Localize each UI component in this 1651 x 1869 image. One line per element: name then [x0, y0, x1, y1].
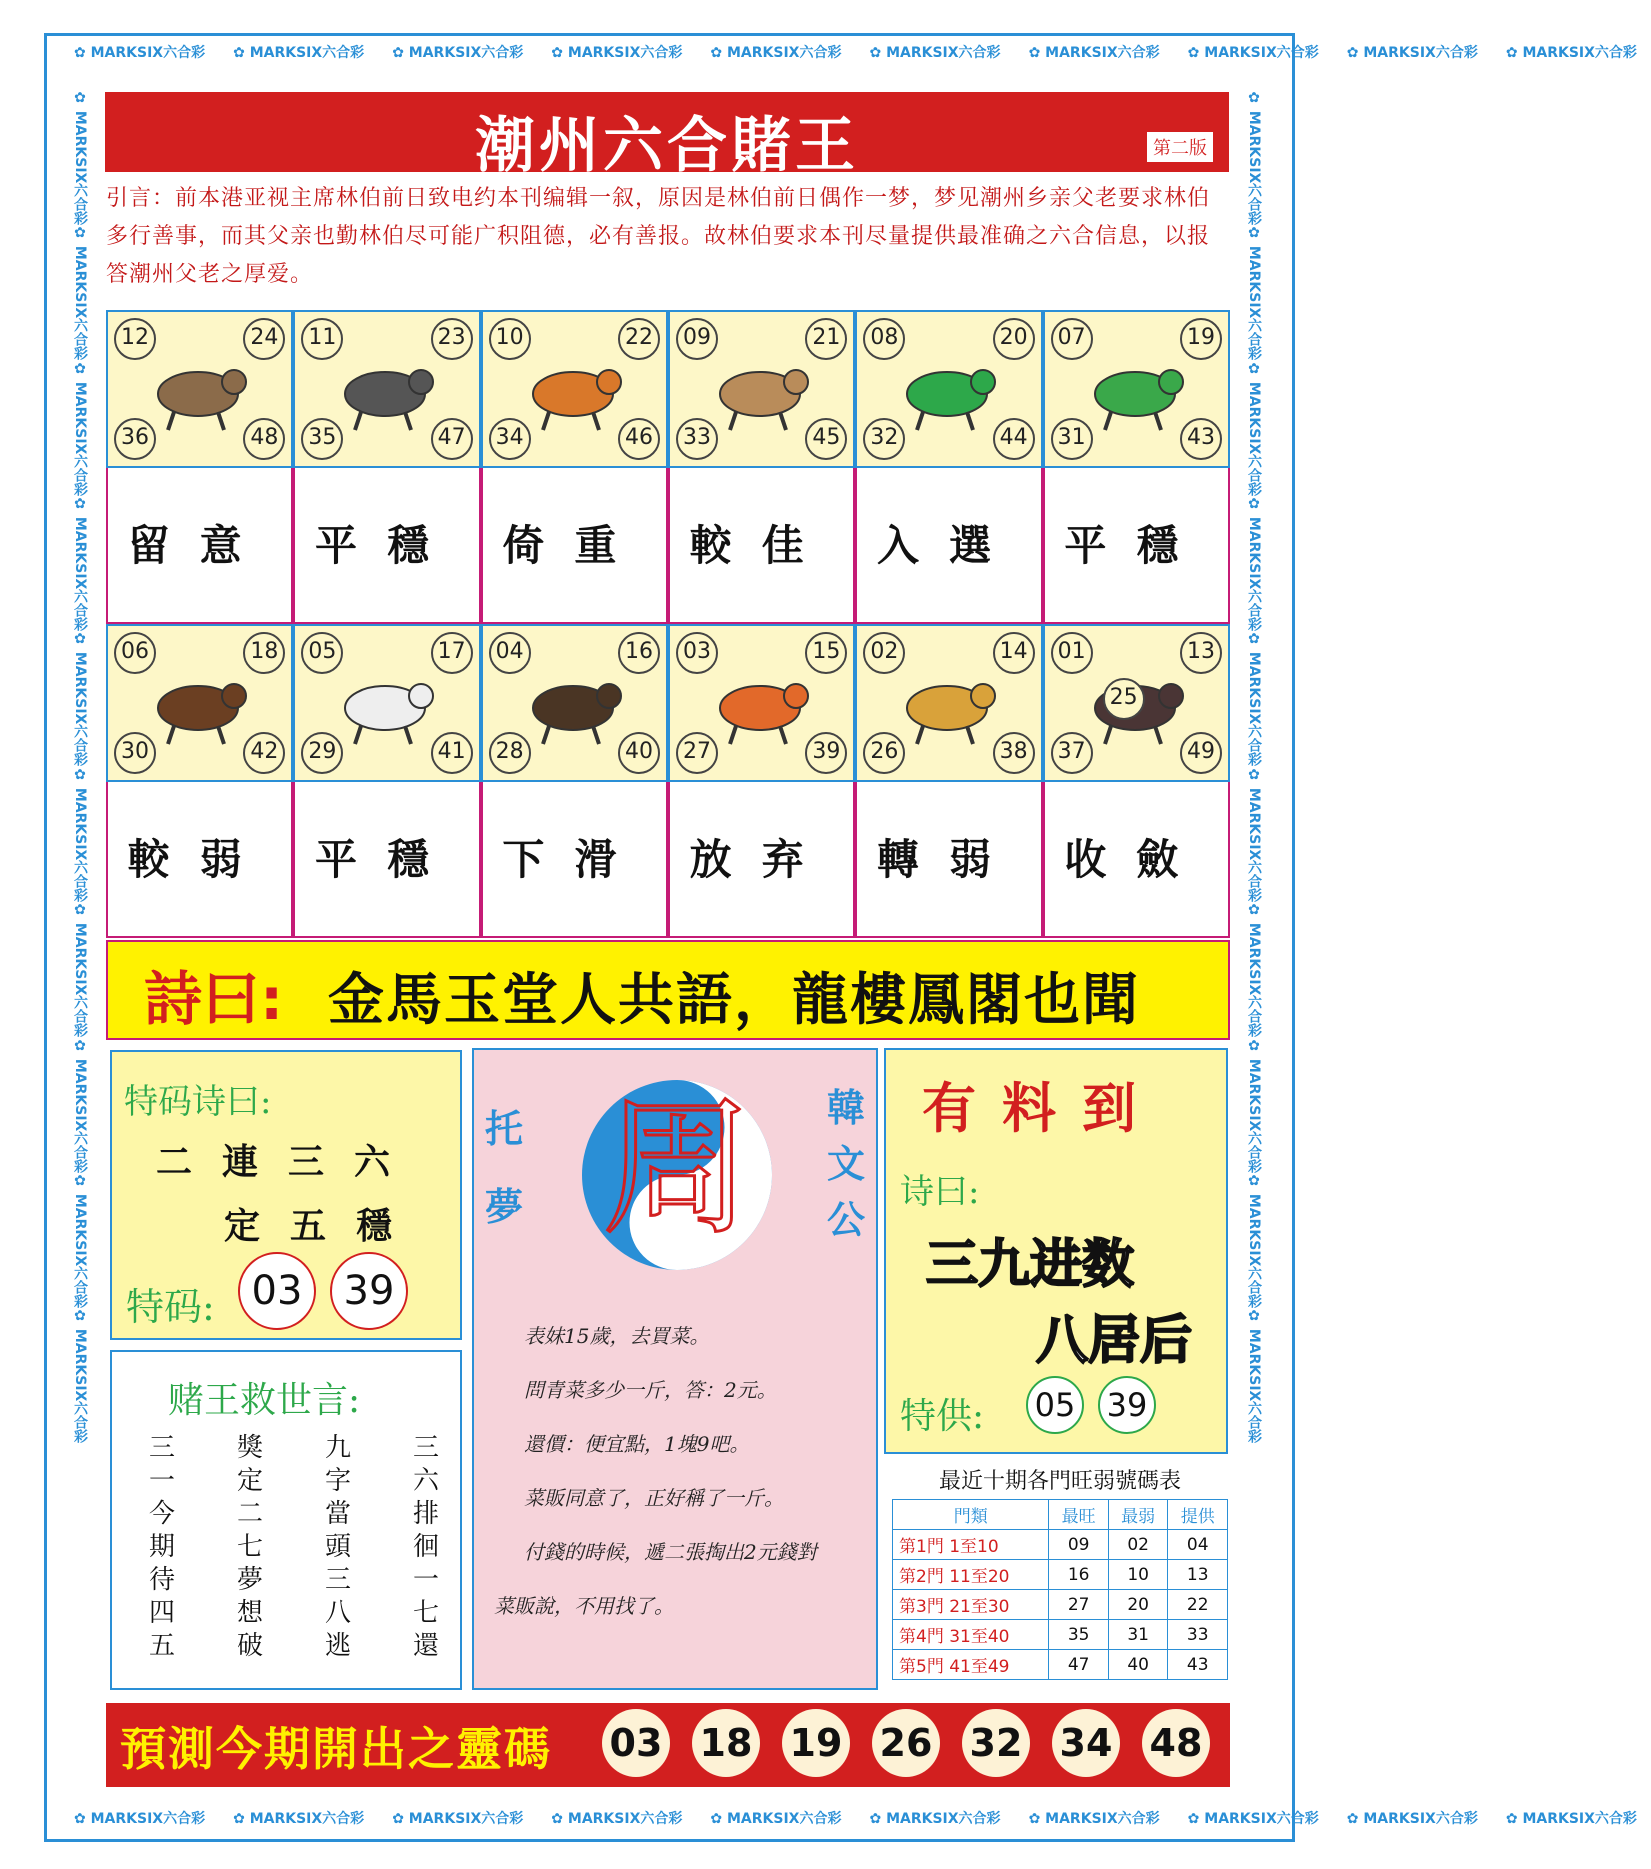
poem-text: 金馬玉堂人共語，龍樓鳳閣也聞 — [328, 968, 1140, 1033]
savior-char: 排 — [412, 1499, 439, 1529]
watermark-text: ✿ MARKSIX六合彩 — [72, 90, 88, 226]
zodiac-comment: 轉弱 — [855, 782, 1042, 938]
zodiac-comment: 平穩 — [293, 468, 480, 624]
material-code-ball: 05 — [1026, 1376, 1084, 1434]
watermark-text: ✿ MARKSIX六合彩 — [551, 45, 683, 61]
watermark-bottom — [60, 1806, 1637, 1832]
special-code-ball: 39 — [330, 1252, 408, 1330]
watermark-text: ✿ MARKSIX六合彩 — [869, 1811, 1001, 1827]
zodiac-number: 48 — [243, 418, 285, 460]
watermark-text: ✿ MARKSIX六合彩 — [72, 1172, 88, 1309]
zodiac-cell — [481, 624, 668, 782]
watermark-text: ✿ MARKSIX六合彩 — [1346, 45, 1478, 61]
zodiac-cell — [1043, 624, 1230, 782]
table-cell: 43 — [1168, 1650, 1228, 1680]
zodiac-row-1 — [106, 310, 1230, 468]
zodiac-number: 45 — [805, 418, 847, 460]
table-cell: 35 — [1049, 1620, 1109, 1650]
savior-char: 夢 — [236, 1565, 263, 1595]
watermark-text: ✿ MARKSIX六合彩 — [1246, 766, 1262, 903]
zodiac-number: 10 — [489, 318, 531, 360]
savior-char: 定 — [236, 1466, 263, 1496]
poem-label: 詩曰: — [144, 965, 284, 1033]
table-cell: 31 — [1108, 1620, 1168, 1650]
dream-box — [472, 1048, 878, 1690]
savior-char: 一 — [412, 1565, 439, 1595]
special-code-balls — [238, 1252, 422, 1330]
zodiac-number: 08 — [863, 318, 905, 360]
watermark-text: ✿ MARKSIX六合彩 — [710, 1811, 842, 1827]
svg-text:周: 周 — [601, 1082, 753, 1256]
zodiac-number: 20 — [993, 318, 1035, 360]
watermark-text: ✿ MARKSIX六合彩 — [1246, 496, 1262, 632]
savior-char: 想 — [236, 1598, 263, 1628]
table-cell: 第3門 21至30 — [893, 1590, 1049, 1620]
savior-char: 七 — [412, 1598, 439, 1628]
savior-box — [110, 1350, 462, 1690]
snake-icon — [1075, 342, 1195, 438]
recent-table-box — [892, 1464, 1228, 1690]
zodiac-cell — [1043, 310, 1230, 468]
zodiac-number: 30 — [114, 732, 156, 774]
edition-label: 第二版 — [1147, 132, 1213, 162]
savior-char: 五 — [148, 1631, 175, 1661]
watermark-text: ✿ MARKSIX六合彩 — [72, 1037, 88, 1173]
table-row — [893, 1650, 1228, 1680]
recent-table-title: 最近十期各門旺弱號碼表 — [938, 1469, 1181, 1494]
zodiac-number: 44 — [993, 418, 1035, 460]
table-row — [893, 1590, 1228, 1620]
table-cell: 13 — [1168, 1560, 1228, 1590]
zodiac-number: 34 — [489, 418, 531, 460]
savior-char: 四 — [148, 1598, 175, 1628]
savior-title: 赌王救世言: — [168, 1380, 361, 1421]
zodiac-cell — [855, 624, 1042, 782]
watermark-text: ✿ MARKSIX六合彩 — [392, 1811, 524, 1827]
zodiac-number: 43 — [1180, 418, 1222, 460]
goat-icon — [325, 656, 445, 752]
watermark-text: ✿ MARKSIX六合彩 — [1187, 45, 1319, 61]
savior-char: 破 — [236, 1631, 263, 1661]
zodiac-number: 18 — [243, 632, 285, 674]
table-cell: 第1門 1至10 — [893, 1530, 1049, 1560]
zodiac-comment: 平穩 — [293, 782, 480, 938]
zodiac-number: 13 — [1180, 632, 1222, 674]
material-poem-label: 诗曰: — [900, 1172, 980, 1212]
zodiac-comment: 倚重 — [481, 468, 668, 624]
watermark-text: ✿ MARKSIX六合彩 — [1505, 45, 1637, 61]
special-code-ball: 03 — [238, 1252, 316, 1330]
material-box — [884, 1048, 1228, 1454]
zodiac-cell — [481, 310, 668, 468]
dream-line: 付錢的時候，遞二張掏出2元錢對 — [524, 1540, 817, 1564]
recent-table — [892, 1499, 1228, 1680]
zodiac-number: 39 — [805, 732, 847, 774]
tiger-icon — [513, 342, 633, 438]
zodiac-number: 05 — [301, 632, 343, 674]
zodiac-number: 40 — [618, 732, 660, 774]
table-cell: 10 — [1108, 1560, 1168, 1590]
savior-char: 獎 — [236, 1433, 263, 1463]
table-header: 最弱 — [1108, 1500, 1168, 1530]
special-poem-line1: 二連三六 — [156, 1142, 421, 1183]
zodiac-number: 46 — [618, 418, 660, 460]
zodiac-cell — [293, 624, 480, 782]
table-cell: 40 — [1108, 1650, 1168, 1680]
zodiac-number: 26 — [863, 732, 905, 774]
zodiac-number: 22 — [618, 318, 660, 360]
table-cell: 04 — [1168, 1530, 1228, 1560]
rat-icon — [138, 342, 258, 438]
dream-line: 菜販同意了，正好稱了一斤。 — [524, 1486, 784, 1510]
savior-char: 待 — [148, 1565, 175, 1595]
zodiac-number: 23 — [431, 318, 473, 360]
predict-ball: 32 — [962, 1709, 1030, 1777]
savior-char: 字 — [324, 1466, 351, 1496]
special-poem-line2: 定五穩 — [224, 1206, 423, 1247]
rooster-icon — [700, 656, 820, 752]
zodiac-comment: 平穩 — [1043, 468, 1230, 624]
zodiac-number: 16 — [618, 632, 660, 674]
comment-row-2 — [106, 782, 1230, 938]
savior-char: 三 — [412, 1433, 439, 1463]
intro-text: 引言：前本港亚视主席林伯前日致电约本刊编辑一叙，原因是林伯前日偶作一梦，梦见潮州乡亲父老要求林伯多行善事，而其父亲也勤林伯尽可能广积阻德，必有善报。故林伯要求本刊尽量提供最准确之六合信息，以报答潮州父老之厚爱。 — [106, 186, 1211, 287]
rabbit-icon — [700, 342, 820, 438]
table-cell: 20 — [1108, 1590, 1168, 1620]
watermark-text: ✿ MARKSIX六合彩 — [1246, 631, 1262, 767]
watermark-text: ✿ MARKSIX六合彩 — [74, 1811, 206, 1827]
dream-line: 還價：便宜點，1塊9吧。 — [524, 1432, 750, 1456]
zodiac-comment: 放弃 — [668, 782, 855, 938]
zodiac-comment: 下滑 — [481, 782, 668, 938]
zodiac-number: 31 — [1051, 418, 1093, 460]
table-cell: 47 — [1049, 1650, 1109, 1680]
watermark-text: ✿ MARKSIX六合彩 — [72, 1308, 88, 1444]
zodiac-number: 29 — [301, 732, 343, 774]
watermark-text: ✿ MARKSIX六合彩 — [74, 45, 206, 61]
savior-char: 還 — [412, 1631, 439, 1661]
watermark-text: ✿ MARKSIX六合彩 — [72, 225, 88, 361]
yinyang-icon — [572, 1070, 782, 1280]
savior-char: 一 — [148, 1466, 175, 1496]
savior-char: 三 — [324, 1565, 351, 1595]
table-cell: 02 — [1108, 1530, 1168, 1560]
zodiac-cell — [668, 310, 855, 468]
watermark-text: ✿ MARKSIX六合彩 — [72, 902, 88, 1038]
special-poem-box — [110, 1050, 462, 1340]
savior-char: 七 — [236, 1532, 263, 1562]
zodiac-cell — [106, 624, 293, 782]
horse-icon — [138, 656, 258, 752]
savior-char: 九 — [324, 1433, 351, 1463]
zodiac-number: 28 — [489, 732, 531, 774]
zodiac-number: 24 — [243, 318, 285, 360]
predict-ball: 03 — [602, 1709, 670, 1777]
page-title: 潮州六合賭王 — [475, 111, 859, 181]
watermark-text: ✿ MARKSIX六合彩 — [233, 1811, 365, 1827]
watermark-text: ✿ MARKSIX六合彩 — [1246, 902, 1262, 1038]
zodiac-comment: 入選 — [855, 468, 1042, 624]
watermark-right — [1240, 90, 1268, 1790]
watermark-text: ✿ MARKSIX六合彩 — [1187, 1811, 1319, 1827]
dragon-icon — [887, 342, 1007, 438]
zodiac-number: 03 — [676, 632, 718, 674]
watermark-text: ✿ MARKSIX六合彩 — [1346, 1811, 1478, 1827]
monkey-icon — [513, 656, 633, 752]
watermark-text: ✿ MARKSIX六合彩 — [1028, 1811, 1160, 1827]
zodiac-cell — [293, 310, 480, 468]
predict-ball: 26 — [872, 1709, 940, 1777]
table-header: 最旺 — [1049, 1500, 1109, 1530]
table-cell: 第4門 31至40 — [893, 1620, 1049, 1650]
table-cell: 09 — [1049, 1530, 1109, 1560]
table-cell: 16 — [1049, 1560, 1109, 1590]
material-title: 有料到 — [922, 1077, 1162, 1140]
zodiac-number: 33 — [676, 418, 718, 460]
zodiac-row-2 — [106, 624, 1230, 782]
watermark-text: ✿ MARKSIX六合彩 — [1246, 360, 1262, 497]
watermark-text: ✿ MARKSIX六合彩 — [72, 631, 88, 767]
watermark-text: ✿ MARKSIX六合彩 — [1246, 225, 1262, 361]
table-cell: 33 — [1168, 1620, 1228, 1650]
savior-char: 徊 — [412, 1532, 439, 1562]
zodiac-number: 19 — [1180, 318, 1222, 360]
watermark-text: ✿ MARKSIX六合彩 — [392, 45, 524, 61]
zodiac-number: 42 — [243, 732, 285, 774]
zodiac-number: 37 — [1051, 732, 1093, 774]
zodiac-number: 32 — [863, 418, 905, 460]
savior-char: 逃 — [324, 1631, 351, 1661]
savior-char: 二 — [236, 1499, 263, 1529]
predict-ball: 48 — [1142, 1709, 1210, 1777]
watermark-text: ✿ MARKSIX六合彩 — [1028, 45, 1160, 61]
zodiac-cell — [855, 310, 1042, 468]
material-code-label: 特供: — [900, 1396, 985, 1437]
table-row — [893, 1560, 1228, 1590]
header-banner — [105, 92, 1229, 181]
watermark-text: ✿ MARKSIX六合彩 — [710, 45, 842, 61]
zodiac-comment: 收斂 — [1043, 782, 1230, 938]
zodiac-number: 36 — [114, 418, 156, 460]
savior-column — [230, 1432, 270, 1663]
dog-icon — [887, 656, 1007, 752]
zodiac-number: 09 — [676, 318, 718, 360]
savior-column — [142, 1432, 182, 1663]
predict-numbers — [602, 1709, 1232, 1777]
watermark-text: ✿ MARKSIX六合彩 — [72, 360, 88, 497]
zodiac-number: 07 — [1051, 318, 1093, 360]
comment-row-1 — [106, 468, 1230, 624]
zodiac-number: 12 — [114, 318, 156, 360]
table-cell: 22 — [1168, 1590, 1228, 1620]
material-code-ball: 39 — [1098, 1376, 1156, 1434]
ox-icon — [325, 342, 445, 438]
zodiac-number: 49 — [1180, 732, 1222, 774]
predict-ball: 19 — [782, 1709, 850, 1777]
zodiac-number: 17 — [431, 632, 473, 674]
zodiac-number: 47 — [431, 418, 473, 460]
table-header: 提供 — [1168, 1500, 1228, 1530]
material-line1: 三九进数 — [926, 1235, 1135, 1295]
savior-char: 六 — [412, 1466, 439, 1496]
savior-char: 三 — [148, 1433, 175, 1463]
watermark-text: ✿ MARKSIX六合彩 — [1246, 1172, 1262, 1309]
watermark-text: ✿ MARKSIX六合彩 — [233, 45, 365, 61]
zodiac-number: 25 — [1103, 678, 1145, 720]
savior-char: 今 — [148, 1499, 175, 1529]
watermark-top — [60, 40, 1637, 66]
dream-line: 表妹15歲，去買菜。 — [524, 1324, 710, 1348]
watermark-text: ✿ MARKSIX六合彩 — [1246, 1037, 1262, 1173]
predict-ball: 18 — [692, 1709, 760, 1777]
dream-right-title: 韓文公 — [826, 1086, 865, 1242]
watermark-text: ✿ MARKSIX六合彩 — [72, 496, 88, 632]
material-code-balls — [1026, 1376, 1170, 1434]
dream-line: 菜販說，不用找了。 — [494, 1594, 674, 1618]
special-poem-title: 特码诗曰: — [124, 1082, 272, 1122]
predict-ball: 34 — [1052, 1709, 1120, 1777]
table-row — [893, 1620, 1228, 1650]
predict-label: 預測今期開出之靈碼 — [120, 1722, 552, 1776]
table-row — [893, 1530, 1228, 1560]
savior-char: 頭 — [324, 1532, 351, 1562]
poem-bar — [106, 940, 1230, 1040]
zodiac-number: 02 — [863, 632, 905, 674]
zodiac-number: 21 — [805, 318, 847, 360]
watermark-text: ✿ MARKSIX六合彩 — [1246, 90, 1262, 226]
watermark-text: ✿ MARKSIX六合彩 — [1246, 1308, 1262, 1444]
zodiac-comment: 較佳 — [668, 468, 855, 624]
zodiac-number: 35 — [301, 418, 343, 460]
special-code-label: 特码: — [126, 1285, 215, 1329]
table-header: 門類 — [893, 1500, 1049, 1530]
watermark-text: ✿ MARKSIX六合彩 — [1505, 1811, 1637, 1827]
zodiac-number: 14 — [993, 632, 1035, 674]
watermark-text: ✿ MARKSIX六合彩 — [551, 1811, 683, 1827]
table-cell: 第5門 41至49 — [893, 1650, 1049, 1680]
watermark-left — [66, 90, 94, 1790]
zodiac-comment: 留意 — [106, 468, 293, 624]
zodiac-number: 01 — [1051, 632, 1093, 674]
zodiac-cell — [106, 310, 293, 468]
zodiac-comment: 較弱 — [106, 782, 293, 938]
zodiac-number: 38 — [993, 732, 1035, 774]
table-cell: 第2門 11至20 — [893, 1560, 1049, 1590]
savior-char: 期 — [148, 1532, 175, 1562]
savior-column — [406, 1432, 446, 1663]
table-cell: 27 — [1049, 1590, 1109, 1620]
zodiac-number: 15 — [805, 632, 847, 674]
zodiac-number: 27 — [676, 732, 718, 774]
predict-bar — [106, 1703, 1230, 1787]
savior-char: 八 — [324, 1598, 351, 1628]
zodiac-number: 11 — [301, 318, 343, 360]
savior-columns — [132, 1432, 452, 1672]
watermark-text: ✿ MARKSIX六合彩 — [869, 45, 1001, 61]
savior-char: 當 — [324, 1499, 351, 1529]
dream-line: 問青菜多少一斤，答：2元。 — [524, 1378, 777, 1402]
zodiac-number: 06 — [114, 632, 156, 674]
material-line2: 八居后 — [1036, 1311, 1193, 1371]
dream-left-title: 托夢 — [484, 1107, 523, 1229]
zodiac-cell — [668, 624, 855, 782]
watermark-text: ✿ MARKSIX六合彩 — [72, 766, 88, 903]
zodiac-number: 04 — [489, 632, 531, 674]
zodiac-number: 41 — [431, 732, 473, 774]
savior-column — [318, 1432, 358, 1663]
